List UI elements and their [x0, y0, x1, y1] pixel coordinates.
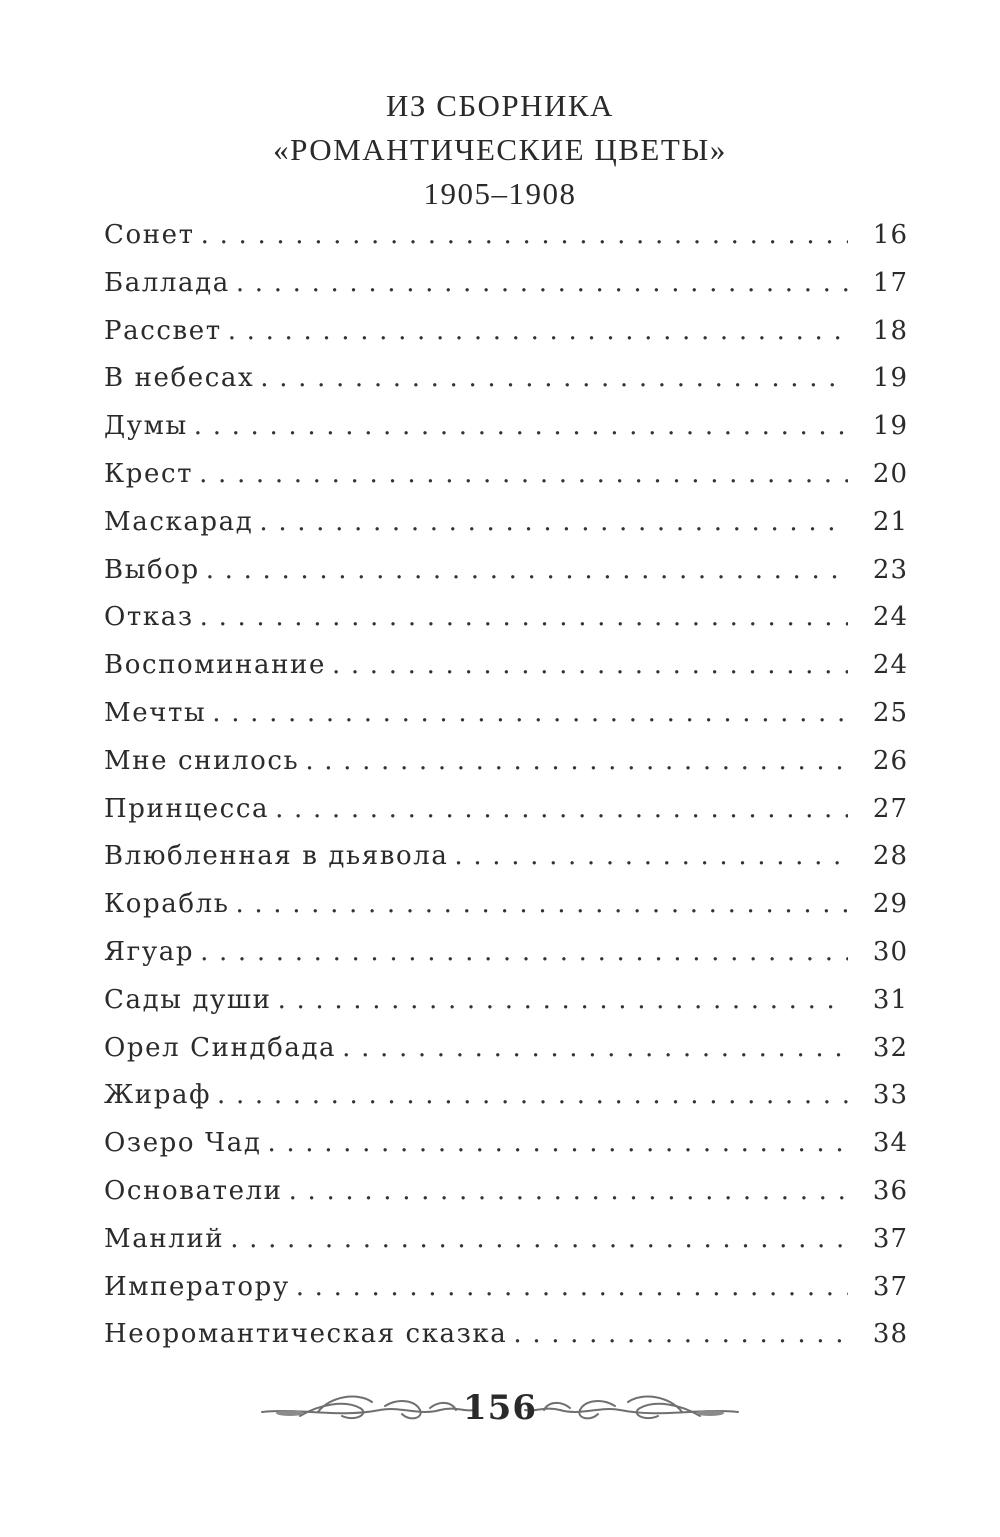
- toc-entry-title: Маскарад: [104, 506, 254, 537]
- toc-entry: [104, 1176, 908, 1224]
- toc-entry-title: Жираф: [104, 1080, 212, 1111]
- toc-entry: [104, 1272, 908, 1320]
- toc-entry: [104, 220, 908, 268]
- toc-entry-title: Мечты: [104, 697, 207, 728]
- table-of-contents: [104, 220, 908, 1367]
- toc-entry-title: Манлий: [104, 1223, 225, 1254]
- dot-leader: [235, 889, 848, 919]
- toc-entry-page: 38: [872, 1319, 908, 1350]
- toc-entry-title: Сонет: [104, 220, 195, 250]
- dot-leader: [305, 746, 848, 776]
- toc-entry-title: Сады души: [104, 984, 272, 1015]
- toc-entry-page: 18: [872, 315, 908, 346]
- toc-entry-page: 31: [872, 984, 908, 1015]
- toc-entry-title: Влюбленная в дьявола: [104, 841, 449, 872]
- toc-entry: [104, 459, 908, 507]
- dot-leader: [194, 411, 848, 441]
- toc-entry-title: Воспоминание: [104, 650, 326, 681]
- dot-leader: [200, 937, 848, 967]
- toc-entry-page: 29: [872, 889, 908, 920]
- dot-leader: [228, 316, 848, 346]
- dot-leader: [332, 650, 848, 680]
- toc-entry-page: 17: [872, 267, 908, 298]
- dot-leader: [513, 1319, 848, 1349]
- toc-entry-page: 23: [872, 554, 908, 585]
- toc-entry: [104, 555, 908, 603]
- toc-entry-page: 24: [872, 650, 908, 681]
- dot-leader: [454, 841, 848, 871]
- toc-entry-page: 26: [872, 745, 908, 776]
- dot-leader: [259, 507, 848, 537]
- dot-leader: [230, 1224, 848, 1254]
- toc-entry: [104, 1224, 908, 1272]
- toc-entry-page: 21: [872, 506, 908, 537]
- toc-entry-title: Ягуар: [104, 936, 195, 967]
- toc-entry-page: 28: [872, 841, 908, 872]
- dot-leader: [200, 602, 848, 632]
- toc-entry-page: 16: [872, 220, 908, 250]
- heading-line-title: «РОМАНТИЧЕСКИЕ ЦВЕТЫ»: [273, 132, 727, 167]
- toc-entry: [104, 937, 908, 985]
- toc-entry-title: Императору: [104, 1271, 290, 1302]
- toc-entry-page: 20: [872, 458, 908, 489]
- toc-entry-title: В небесах: [104, 363, 255, 394]
- toc-entry-title: Рассвет: [104, 315, 222, 346]
- toc-entry-page: 27: [872, 793, 908, 824]
- toc-entry-page: 30: [872, 936, 908, 967]
- toc-entry-page: 37: [872, 1223, 908, 1254]
- toc-entry: [104, 1080, 908, 1128]
- toc-entry-title: Баллада: [104, 267, 230, 298]
- dot-leader: [267, 1128, 848, 1158]
- toc-entry-page: 24: [872, 602, 908, 633]
- dot-leader: [289, 1176, 848, 1206]
- dot-leader: [296, 1272, 848, 1302]
- toc-entry-title: Озеро Чад: [104, 1128, 262, 1159]
- section-heading: [0, 84, 1000, 216]
- toc-entry: [104, 889, 908, 937]
- page-number: 156: [463, 1388, 537, 1428]
- toc-entry: [104, 1128, 908, 1176]
- heading-line-years: 1905–1908: [423, 176, 577, 211]
- dot-leader: [206, 555, 848, 585]
- toc-entry: [104, 1319, 908, 1367]
- dot-leader: [260, 363, 848, 393]
- dot-leader: [201, 220, 848, 250]
- toc-entry: [104, 602, 908, 650]
- toc-entry: [104, 650, 908, 698]
- toc-entry-page: 36: [872, 1175, 908, 1206]
- toc-entry-title: Крест: [104, 458, 194, 489]
- toc-entry-page: 25: [872, 697, 908, 728]
- toc-entry-page: 37: [872, 1271, 908, 1302]
- dot-leader: [278, 985, 848, 1015]
- dot-leader: [217, 1080, 848, 1110]
- toc-entry-page: 34: [872, 1128, 908, 1159]
- toc-entry-page: 19: [872, 363, 908, 394]
- dot-leader: [342, 1033, 848, 1063]
- toc-entry-title: Основатели: [104, 1175, 283, 1206]
- toc-entry: [104, 363, 908, 411]
- toc-entry: [104, 841, 908, 889]
- toc-entry-title: Неоромантическая сказка: [104, 1319, 508, 1350]
- toc-entry-page: 32: [872, 1032, 908, 1063]
- toc-entry: [104, 411, 908, 459]
- toc-entry-page: 19: [872, 411, 908, 442]
- toc-entry-title: Принцесса: [104, 793, 270, 824]
- toc-entry-title: Выбор: [104, 554, 200, 585]
- toc-entry: [104, 1033, 908, 1081]
- dot-leader: [212, 698, 848, 728]
- toc-entry: [104, 268, 908, 316]
- toc-entry: [104, 794, 908, 842]
- toc-entry-title: Мне снилось: [104, 745, 300, 776]
- toc-entry: [104, 985, 908, 1033]
- dot-leader: [275, 794, 848, 824]
- toc-entry-title: Думы: [104, 411, 188, 442]
- toc-entry-page: 33: [872, 1080, 908, 1111]
- heading-line-collection: ИЗ СБОРНИКА: [386, 88, 614, 123]
- toc-entry: [104, 698, 908, 746]
- toc-entry: [104, 746, 908, 794]
- dot-leader: [236, 268, 848, 298]
- toc-entry-title: Отказ: [104, 602, 194, 633]
- toc-entry-title: Орел Синдбада: [104, 1032, 337, 1063]
- toc-entry: [104, 316, 908, 364]
- toc-entry: [104, 507, 908, 555]
- toc-entry-title: Корабль: [104, 889, 230, 920]
- dot-leader: [199, 459, 848, 489]
